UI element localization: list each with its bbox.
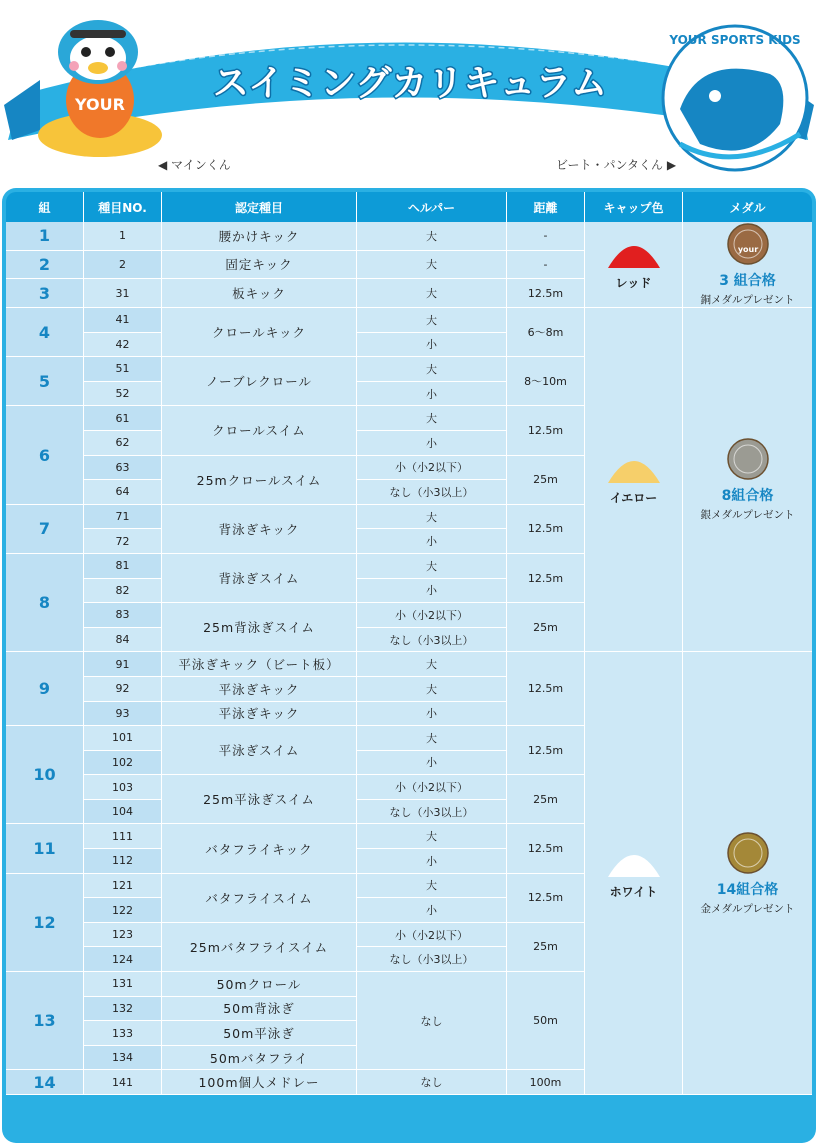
helper-size: 大: [357, 279, 507, 308]
column-header-event: 認定種目: [162, 192, 357, 222]
event-number: 52: [84, 382, 162, 407]
event-name: 平泳ぎキック: [162, 702, 357, 727]
helper-size: なし（小3以上）: [357, 947, 507, 972]
event-number: 82: [84, 579, 162, 604]
event-number: 81: [84, 554, 162, 579]
page-title: スイミングカリキュラム: [212, 63, 608, 104]
distance: 12.5m: [507, 726, 585, 775]
event-number: 61: [84, 406, 162, 431]
cap-color-label: レッド: [615, 276, 652, 290]
medal-condition: 3 組合格: [719, 273, 776, 289]
header: [0, 0, 818, 190]
event-name: 50mクロール: [162, 972, 357, 997]
helper-size: 小（小2以下）: [357, 775, 507, 800]
event-number: 93: [84, 702, 162, 727]
medal-badge-text: your: [737, 245, 758, 254]
group-number: 1: [6, 222, 84, 251]
event-number: 62: [84, 431, 162, 456]
table-header-row: [6, 192, 812, 222]
helper-size: なし（小3以上）: [357, 800, 507, 825]
helper-size: 小: [357, 333, 507, 358]
mine-kun-label: ◀ マインくん: [158, 158, 231, 172]
cap-color-cell: [585, 652, 683, 1095]
helper-size: 大: [357, 726, 507, 751]
event-number: 1: [84, 222, 162, 251]
medal-condition: 14組合格: [716, 881, 779, 898]
event-name: 背泳ぎキック: [162, 505, 357, 554]
group-number: 14: [6, 1070, 84, 1095]
helper-size: 大: [357, 222, 507, 251]
group-number: 12: [6, 874, 84, 972]
event-name: 腰かけキック: [162, 222, 357, 251]
group-number: 7: [6, 505, 84, 554]
mine-kun-mascot: [30, 10, 170, 160]
swim-cap-icon: [606, 238, 662, 270]
event-name: バタフライスイム: [162, 874, 357, 923]
event-number: 141: [84, 1070, 162, 1095]
helper-size: 大: [357, 406, 507, 431]
table-row: [6, 222, 812, 251]
event-number: 51: [84, 357, 162, 382]
group-number: 5: [6, 357, 84, 406]
event-name: バタフライキック: [162, 824, 357, 873]
event-number: 31: [84, 279, 162, 308]
medal-cell: [683, 222, 812, 308]
helper-size: 大: [357, 652, 507, 677]
medal-condition: 8組合格: [721, 488, 774, 505]
helper-size: 大: [357, 677, 507, 702]
group-number: 13: [6, 972, 84, 1070]
helper-size: 小（小2以下）: [357, 603, 507, 628]
event-name: 固定キック: [162, 251, 357, 280]
event-number: 91: [84, 652, 162, 677]
medal-cell: [683, 308, 812, 652]
distance: 12.5m: [507, 824, 585, 873]
table-row: [6, 652, 812, 677]
swim-cap-icon: [606, 847, 662, 879]
event-number: 103: [84, 775, 162, 800]
table-row: [6, 308, 812, 333]
helper-size: 大: [357, 251, 507, 280]
group-number: 6: [6, 406, 84, 504]
event-number: 83: [84, 603, 162, 628]
helper-size: 大: [357, 824, 507, 849]
group-number: 10: [6, 726, 84, 824]
event-number: 42: [84, 333, 162, 358]
svg-text:YOUR: YOUR: [75, 95, 125, 114]
medal-cell: [683, 652, 812, 1095]
event-name: クロールキック: [162, 308, 357, 357]
cap-color-label: イエロー: [609, 491, 658, 506]
helper-size: 大: [357, 874, 507, 899]
event-number: 92: [84, 677, 162, 702]
event-number: 63: [84, 456, 162, 481]
event-number: 2: [84, 251, 162, 280]
distance: 25m: [507, 775, 585, 824]
medal-prize-note: 銅メダルプレゼント: [700, 294, 795, 306]
distance: 12.5m: [507, 554, 585, 603]
event-number: 124: [84, 947, 162, 972]
event-name: 25m平泳ぎスイム: [162, 775, 357, 824]
event-number: 121: [84, 874, 162, 899]
event-number: 134: [84, 1046, 162, 1071]
helper-size: 小: [357, 382, 507, 407]
group-number: 3: [6, 279, 84, 308]
event-name: 25m背泳ぎスイム: [162, 603, 357, 652]
your-sports-kids-logo: [660, 14, 810, 182]
helper-size: 小: [357, 849, 507, 874]
event-name: ノーブレクロール: [162, 357, 357, 406]
event-name: 50mバタフライ: [162, 1046, 357, 1071]
event-number: 132: [84, 997, 162, 1022]
medal-icon: [726, 437, 770, 481]
event-name: 50m平泳ぎ: [162, 1021, 357, 1046]
distance: 12.5m: [507, 279, 585, 308]
helper-size: 大: [357, 554, 507, 579]
distance: 25m: [507, 456, 585, 505]
group-number: 2: [6, 251, 84, 280]
helper-size: 小: [357, 702, 507, 727]
distance: 25m: [507, 603, 585, 652]
group-number: 8: [6, 554, 84, 652]
event-number: 71: [84, 505, 162, 530]
distance: 100m: [507, 1070, 585, 1095]
distance: 12.5m: [507, 505, 585, 554]
event-name: 50m背泳ぎ: [162, 997, 357, 1022]
helper-size: 大: [357, 357, 507, 382]
medal-prize-note: 金メダルプレゼント: [700, 902, 795, 915]
distance: 8～10m: [507, 357, 585, 406]
helper-size: 小（小2以下）: [357, 456, 507, 481]
helper-size: 大: [357, 308, 507, 333]
event-number: 112: [84, 849, 162, 874]
svg-text:YOUR SPORTS KIDS: YOUR SPORTS KIDS: [669, 33, 801, 47]
helper-size: 小（小2以下）: [357, 923, 507, 948]
column-header-distance: 距離: [507, 192, 585, 222]
distance: -: [507, 222, 585, 251]
curriculum-table: [6, 192, 812, 1095]
helper-size: 小: [357, 898, 507, 923]
event-number: 104: [84, 800, 162, 825]
event-name: 平泳ぎスイム: [162, 726, 357, 775]
event-name: 25mバタフライスイム: [162, 923, 357, 972]
beat-panta-kun-label: ビート・パンタくん ▶: [556, 158, 677, 172]
swim-cap-icon: [606, 453, 662, 485]
distance: 6～8m: [507, 308, 585, 357]
group-number: 4: [6, 308, 84, 357]
column-header-medal: メダル: [683, 192, 812, 222]
event-number: 102: [84, 751, 162, 776]
medal-prize-note: 銀メダルプレゼント: [700, 509, 795, 522]
event-number: 133: [84, 1021, 162, 1046]
event-number: 111: [84, 824, 162, 849]
distance: 12.5m: [507, 652, 585, 726]
medal-icon: [726, 831, 770, 875]
group-number: 9: [6, 652, 84, 726]
event-number: 64: [84, 480, 162, 505]
column-header-cap-color: キャップ色: [585, 192, 683, 222]
helper-size: 小: [357, 431, 507, 456]
helper-size: 小: [357, 751, 507, 776]
event-name: 平泳ぎキック（ビート板）: [162, 652, 357, 677]
distance: -: [507, 251, 585, 280]
distance: 50m: [507, 972, 585, 1070]
column-header-group: 組: [6, 192, 84, 222]
helper-size: なし: [357, 972, 507, 1070]
event-number: 41: [84, 308, 162, 333]
event-number: 123: [84, 923, 162, 948]
cap-color-cell: [585, 222, 683, 308]
event-number: 72: [84, 529, 162, 554]
column-header-helper: ヘルパー: [357, 192, 507, 222]
cap-color-cell: [585, 308, 683, 652]
helper-size: なし: [357, 1070, 507, 1095]
helper-size: 大: [357, 505, 507, 530]
event-name: クロールスイム: [162, 406, 357, 455]
event-name: 背泳ぎスイム: [162, 554, 357, 603]
group-number: 11: [6, 824, 84, 873]
event-number: 84: [84, 628, 162, 653]
distance: 12.5m: [507, 406, 585, 455]
helper-size: なし（小3以上）: [357, 628, 507, 653]
column-header-event-no: 種目NO.: [84, 192, 162, 222]
helper-size: 小: [357, 579, 507, 604]
event-number: 122: [84, 898, 162, 923]
event-number: 101: [84, 726, 162, 751]
event-name: 板キック: [162, 279, 357, 308]
distance: 25m: [507, 923, 585, 972]
helper-size: なし（小3以上）: [357, 480, 507, 505]
event-name: 100m個人メドレー: [162, 1070, 357, 1095]
event-name: 平泳ぎキック: [162, 677, 357, 702]
event-name: 25mクロールスイム: [162, 456, 357, 505]
event-number: 131: [84, 972, 162, 997]
helper-size: 小: [357, 529, 507, 554]
cap-color-label: ホワイト: [609, 884, 658, 899]
medal-icon: [726, 222, 770, 266]
distance: 12.5m: [507, 874, 585, 923]
table-body: [6, 222, 812, 1095]
